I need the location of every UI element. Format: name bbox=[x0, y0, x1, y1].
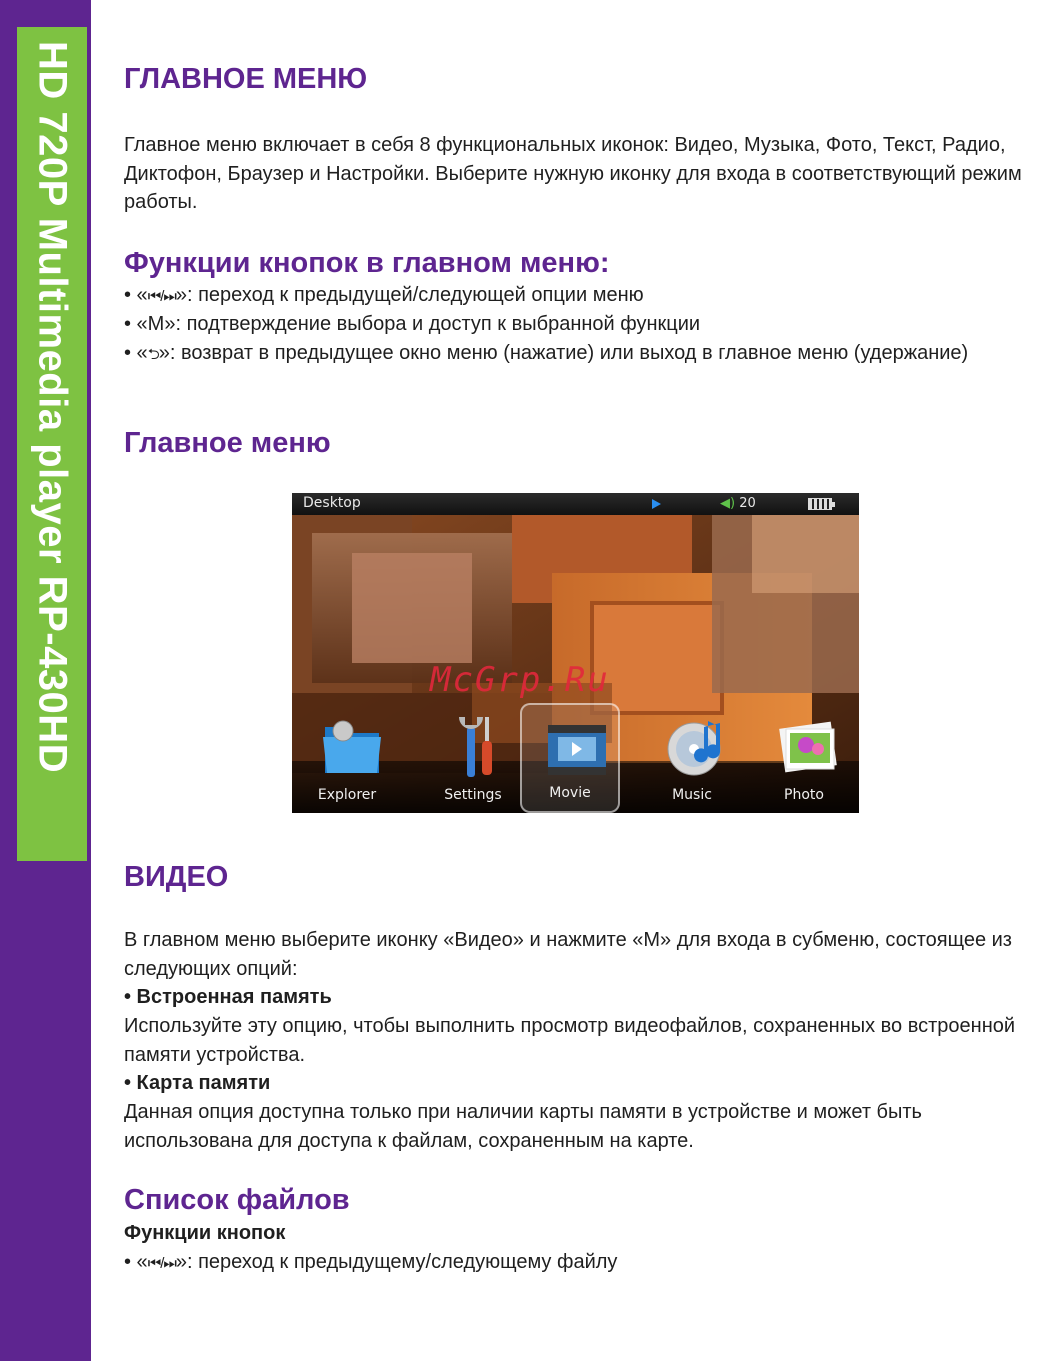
option-memory-card-title: • Карта памяти bbox=[124, 1072, 271, 1094]
watermark-text: McGrp.Ru bbox=[430, 660, 610, 700]
bullet-m-button: • «M»: подтверждение выбора и доступ к выбранной функции bbox=[124, 313, 701, 335]
folder-icon bbox=[319, 713, 385, 779]
status-bar bbox=[292, 493, 859, 515]
dock-label: Photo bbox=[784, 787, 824, 803]
dock-label: Music bbox=[672, 787, 712, 803]
option-internal-memory-text: Используйте эту опцию, чтобы выполнить просмотр видеофайлов, сохраненных во встроенной памяти устройства. bbox=[124, 1015, 1016, 1066]
tools-icon bbox=[445, 713, 511, 779]
bullet-prev-next-file: • «⏮/⏭»: переход к предыдущему/следующему файлу bbox=[124, 1251, 618, 1273]
heading-button-functions: Функции кнопок в главном меню: bbox=[124, 247, 610, 279]
main-menu-intro: Главное меню включает в себя 8 функциональных иконок: Видео, Музыка, Фото, Текст, Радио, Диктофон, Браузер и Настройки. Выберите нужную иконку для входа в соответствующий режим работы. bbox=[124, 134, 1022, 213]
music-disc-icon bbox=[664, 713, 730, 779]
speaker-icon: ◀) bbox=[720, 496, 736, 511]
volume-indicator bbox=[720, 496, 756, 511]
heading-video: ВИДЕО bbox=[124, 861, 229, 893]
dock-item-settings[interactable] bbox=[423, 703, 523, 813]
screen-title: Desktop bbox=[303, 495, 361, 511]
volume-level: 20 bbox=[739, 496, 756, 511]
play-status-icon bbox=[652, 499, 661, 509]
photo-icon bbox=[776, 713, 842, 779]
back-icon: ⮌ bbox=[147, 346, 159, 363]
dock-label: Explorer bbox=[317, 787, 377, 803]
bullet-prev-next: • «⏮/⏭»: переход к предыдущей/следующей опции меню bbox=[124, 284, 644, 306]
dock-item-movie[interactable] bbox=[520, 703, 620, 813]
device-screenshot bbox=[292, 493, 859, 813]
dock-item-explorer[interactable] bbox=[297, 703, 397, 813]
subheading-button-functions: Функции кнопок bbox=[124, 1222, 286, 1244]
heading-file-list: Список файлов bbox=[124, 1184, 350, 1216]
prev-next-icon: ⏮/⏭ bbox=[147, 288, 176, 305]
dock-label: Movie bbox=[549, 785, 591, 801]
option-internal-memory-title: • Встроенная память bbox=[124, 986, 332, 1008]
dock-label: Settings bbox=[444, 787, 502, 803]
battery-icon bbox=[808, 498, 832, 510]
option-memory-card-text: Данная опция доступна только при наличии карты памяти в устройстве и может быть использована для доступа к файлам, сохраненным на карте. bbox=[124, 1101, 922, 1152]
heading-main-menu-screen: Главное меню bbox=[124, 427, 331, 459]
heading-main-menu: ГЛАВНОЕ МЕНЮ bbox=[124, 63, 368, 95]
product-title: HD 720P Multimedia player RP-430HD bbox=[30, 41, 75, 774]
film-icon bbox=[544, 715, 610, 781]
bullet-back-button: • «⮌»: возврат в предыдущее окно меню (нажатие) или выход в главное меню (удержание) bbox=[124, 342, 969, 364]
prev-next-icon: ⏮/⏭ bbox=[147, 1255, 176, 1272]
video-intro: В главном меню выберите иконку «Видео» и нажмите «M» для входа в субменю, состоящее из следующих опций: bbox=[124, 929, 1012, 980]
dock-item-music[interactable] bbox=[642, 703, 742, 813]
dock-item-photo[interactable] bbox=[754, 703, 854, 813]
